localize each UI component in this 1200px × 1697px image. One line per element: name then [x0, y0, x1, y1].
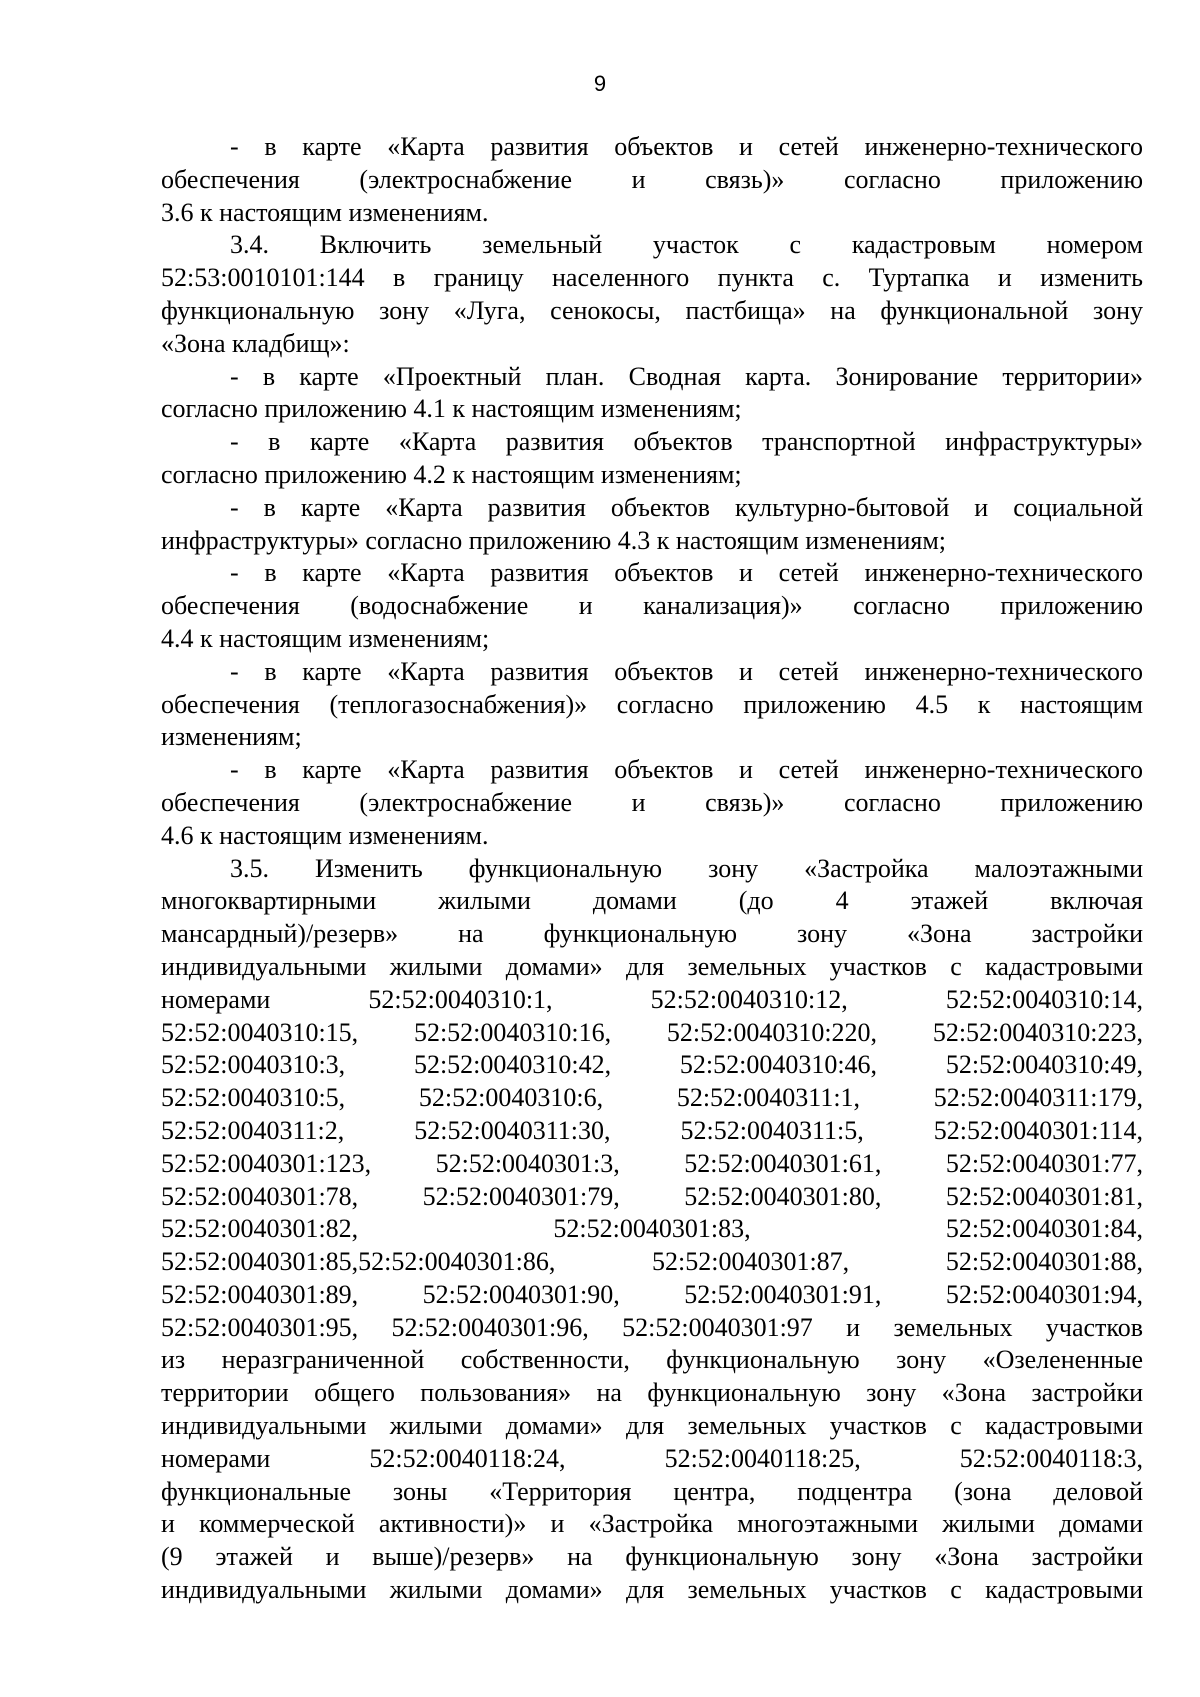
text-line: функциональную зону «Луга, сенокосы, пастбища» на функциональной зону [161, 295, 1143, 325]
document-body [161, 131, 1143, 1607]
text-line: 52:52:0040301:82, 52:52:0040301:83, 52:52:0040301:84, [161, 1214, 1143, 1244]
text-line: - в карте «Проектный план. Сводная карта. Зонирование территории» [230, 361, 1143, 391]
text-line: - в карте «Карта развития объектов и сетей инженерно-технического [230, 755, 1143, 785]
text-line: 52:53:0010101:144 в границу населенного пункта с. Туртапка и изменить [161, 263, 1143, 293]
text-line: индивидуальными жилыми домами» для земельных участков с кадастровыми [161, 951, 1143, 981]
text-line: (9 этажей и выше)/резерв» на функциональную зону «Зона застройки [161, 1542, 1143, 1572]
text-line: 3.6 к настоящим изменениям. [161, 197, 489, 227]
text-line: функциональные зоны «Территория центра, подцентра (зона деловой [161, 1476, 1143, 1506]
text-line: из неразграниченной собственности, функциональную зону «Озелененные [161, 1345, 1143, 1375]
text-line: инфраструктуры» согласно приложению 4.3 к настоящим изменениям; [161, 525, 947, 555]
text-line: 3.4. Включить земельный участок с кадастровым номером [230, 230, 1143, 260]
text-line: обеспечения (теплогазоснабжения)» согласно приложению 4.5 к настоящим [161, 689, 1143, 719]
text-line: 4.6 к настоящим изменениям. [161, 820, 489, 850]
text-line: 52:52:0040310:3, 52:52:0040310:42, 52:52:0040310:46, 52:52:0040310:49, [161, 1050, 1143, 1080]
text-line: согласно приложению 4.1 к настоящим изменениям; [161, 394, 742, 424]
text-line: и коммерческой активности)» и «Застройка многоэтажными жилыми домами [161, 1509, 1143, 1539]
text-line: индивидуальными жилыми домами» для земельных участков с кадастровыми [161, 1411, 1143, 1441]
text-line: 52:52:0040301:85,52:52:0040301:86, 52:52:0040301:87, 52:52:0040301:88, [161, 1247, 1143, 1277]
text-line: - в карте «Карта развития объектов и сетей инженерно-технического [230, 558, 1143, 588]
text-line: 52:52:0040301:123, 52:52:0040301:3, 52:52:0040301:61, 52:52:0040301:77, [161, 1148, 1143, 1178]
text-line: 52:52:0040310:15, 52:52:0040310:16, 52:52:0040310:220, 52:52:0040310:223, [161, 1017, 1143, 1047]
text-line: территории общего пользования» на функциональную зону «Зона застройки [161, 1378, 1143, 1408]
text-line: индивидуальными жилыми домами» для земельных участков с кадастровыми [161, 1575, 1143, 1605]
text-line: 3.5. Изменить функциональную зону «Застройка малоэтажными [230, 853, 1143, 883]
text-line: обеспечения (электроснабжение и связь)» согласно приложению [161, 164, 1143, 194]
text-line: изменениям; [161, 722, 302, 752]
text-line: - в карте «Карта развития объектов и сетей инженерно-технического [230, 132, 1143, 161]
text-line: «Зона кладбищ»: [161, 328, 350, 358]
text-line: 52:52:0040310:5, 52:52:0040310:6, 52:52:0040311:1, 52:52:0040311:179, [161, 1083, 1143, 1113]
text-line: 52:52:0040301:89, 52:52:0040301:90, 52:52:0040301:91, 52:52:0040301:94, [161, 1279, 1143, 1309]
text-line: обеспечения (водоснабжение и канализация)» согласно приложению [161, 591, 1143, 621]
text-line: 52:52:0040301:78, 52:52:0040301:79, 52:52:0040301:80, 52:52:0040301:81, [161, 1181, 1143, 1211]
text-line: многоквартирными жилыми домами (до 4 этажей включая [161, 886, 1143, 916]
text-line: мансардный)/резерв» на функциональную зону «Зона застройки [161, 919, 1143, 949]
text-line: - в карте «Карта развития объектов культурно-бытовой и социальной [230, 492, 1143, 522]
text-line: - в карте «Карта развития объектов транспортной инфраструктуры» [230, 427, 1143, 457]
text-line: номерами 52:52:0040118:24, 52:52:0040118:25, 52:52:0040118:3, [161, 1443, 1143, 1473]
text-line: 52:52:0040311:2, 52:52:0040311:30, 52:52:0040311:5, 52:52:0040301:114, [161, 1115, 1143, 1145]
text-line: согласно приложению 4.2 к настоящим изменениям; [161, 459, 742, 489]
text-line: 4.4 к настоящим изменениям; [161, 623, 490, 653]
text-line: 52:52:0040301:95, 52:52:0040301:96, 52:52:0040301:97 и земельных участков [161, 1312, 1143, 1342]
text-line: - в карте «Карта развития объектов и сетей инженерно-технического [230, 656, 1143, 686]
page-number: 9 [593, 71, 607, 96]
text-line: номерами 52:52:0040310:1, 52:52:0040310:12, 52:52:0040310:14, [161, 984, 1143, 1014]
text-line: обеспечения (электроснабжение и связь)» согласно приложению [161, 787, 1143, 817]
